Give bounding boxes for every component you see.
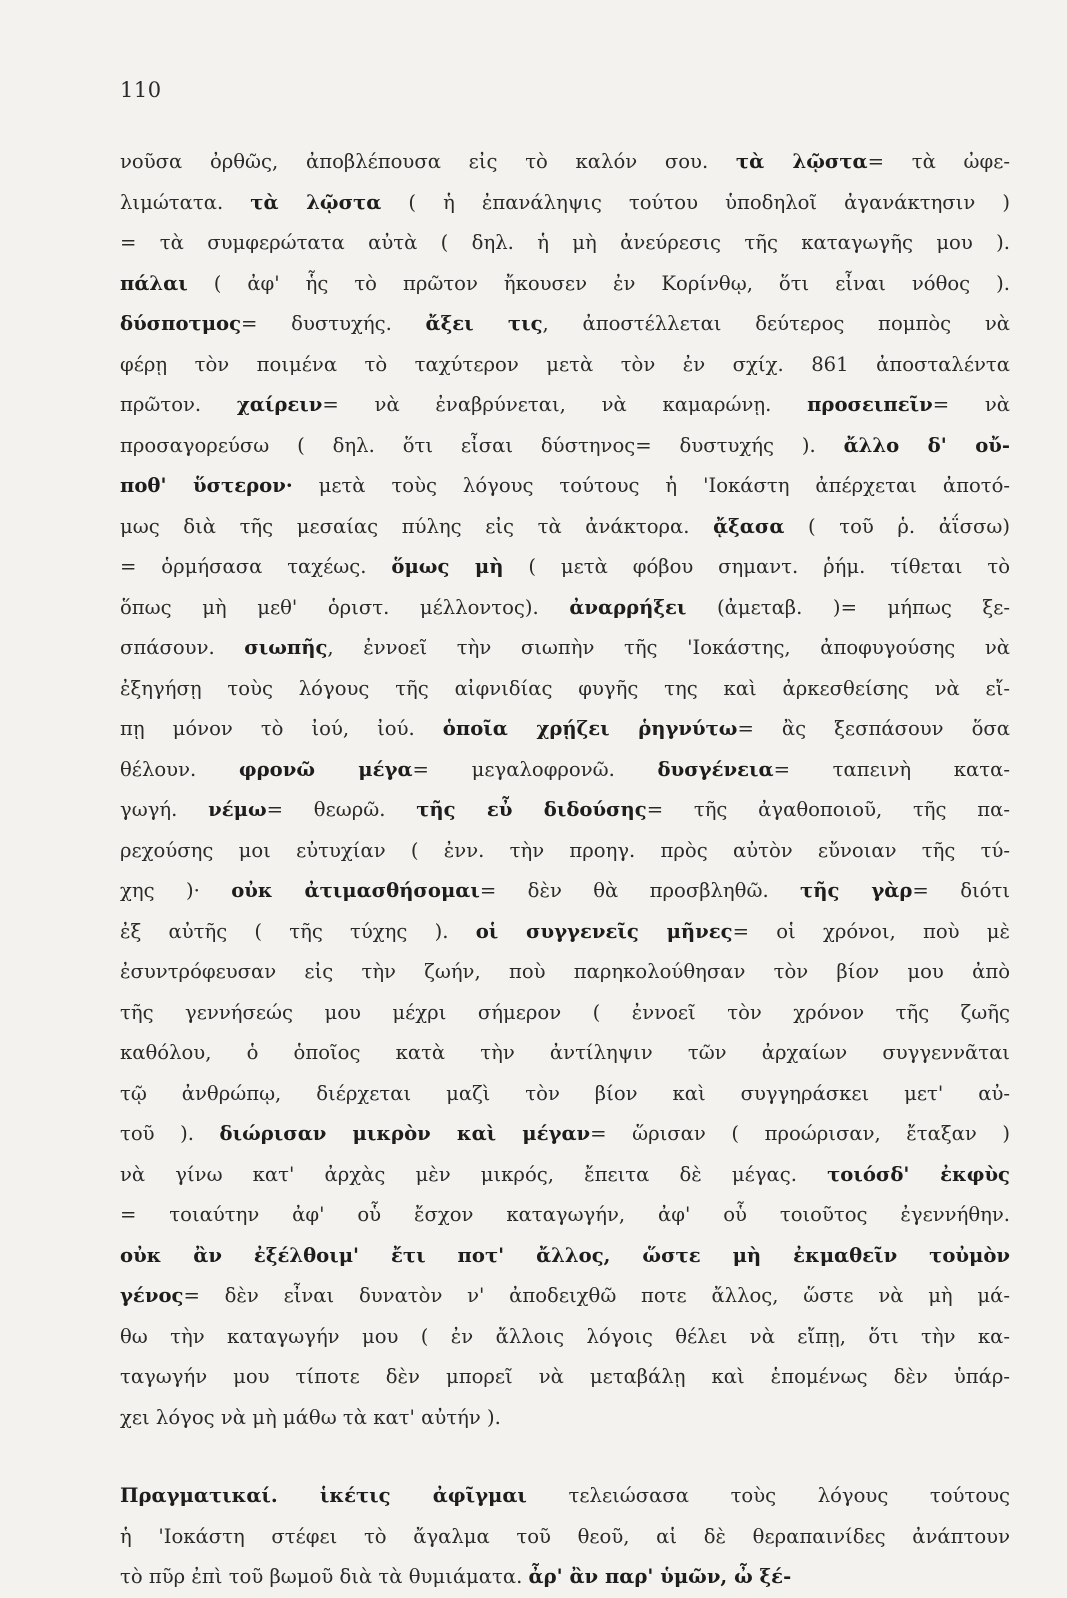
gloss-text: γωγή. (120, 798, 209, 821)
lemma: οὐκ ἀτιμασθήσομαι (231, 879, 480, 902)
lemma: γένος (120, 1284, 184, 1307)
lemma: Πραγματικαί. (120, 1484, 320, 1507)
gloss-text: χει λόγος νὰ μὴ μάθω τὰ κατ' αὐτήν ). (120, 1405, 501, 1429)
lemma: φρονῶ μέγα (238, 757, 413, 781)
gloss-text: μετὰ τοὺς λόγους τούτους ἡ 'Ιοκάστη ἀπέρχεται ἀποτό- (292, 474, 1011, 497)
text-line (120, 669, 1010, 710)
lemma: ἱκέτις ἀφῖγμαι (319, 1484, 527, 1507)
lemma: χαίρειν (236, 393, 323, 416)
lemma: τὰ λῷστα (735, 150, 868, 173)
gloss-text: ( μετὰ φόβου σημαντ. ῥήμ. τίθεται τὸ (503, 555, 1010, 578)
text-line (120, 1195, 1010, 1236)
text-line (120, 547, 1010, 588)
lemma: ἄλλο δ' οὔ- (843, 433, 1010, 457)
gloss-text: τελειώσασα τοὺς λόγους τούτους (526, 1484, 1010, 1507)
gloss-text: ὅπως μὴ μεθ' ὁριστ. μέλλοντος). (120, 595, 570, 619)
text-line (120, 1398, 1010, 1439)
lemma: οὐκ ἂν ἐξέλθοιμ' ἔτι ποτ' ἄλλος, ὥστε μὴ ἐκμαθεῖν τοὐμὸν (120, 1243, 1010, 1267)
lemma: προσειπεῖν (807, 393, 933, 416)
lemma: ὅμως μὴ (391, 555, 504, 578)
gloss-text: τῷ ἀνθρώπῳ, διέρχεται μαζὶ τὸν βίον καὶ συγγηράσκει μετ' αὐ- (120, 1081, 1010, 1105)
gloss-text: = δυστυχής. (241, 312, 426, 335)
text-line (120, 628, 1010, 669)
gloss-text: = τὰ συμφερώτατα αὐτὰ ( δηλ. ἡ μὴ ἀνεύρεσις τῆς καταγωγῆς μου ). (120, 231, 1010, 254)
text-line (120, 264, 1010, 305)
lemma: τοιόσδ' ἐκφὺς (827, 1162, 1010, 1186)
lemma: διώρισαν μικρὸν καὶ μέγαν (219, 1122, 591, 1145)
gloss-text: θω τὴν καταγωγήν μου ( ἐν ἄλλοις λόγοις θέλει νὰ εἴπῃ, ὅτι τὴν κα- (120, 1324, 1010, 1348)
text-line (120, 790, 1010, 831)
gloss-text: ἡ 'Ιοκάστη στέφει τὸ ἄγαλμα τοῦ θεοῦ, αἱ δὲ θεραπαινίδες ἀνάπτουν (120, 1524, 1010, 1548)
gloss-text: προσαγορεύσω ( δηλ. ὅτι εἶσαι δύστηνος= δυστυχής ). (120, 433, 844, 457)
text-line (120, 912, 1010, 953)
gloss-text: καθόλου, ὁ ὁποῖος κατὰ τὴν ἀντίληψιν τῶν ἀρχαίων συγγεννᾶται (120, 1041, 1010, 1064)
lemma: ὁποῖα χρῄζει ῥηγνύτω (442, 717, 738, 740)
lemma: τὰ λῷστα (250, 190, 382, 214)
gloss-text: = τοιαύτην ἀφ' οὗ ἔσχον καταγωγήν, ἀφ' οὗ τοιοῦτος ἐγεννήθην. (120, 1203, 1010, 1226)
gloss-text: λιμώτατα. (120, 190, 251, 214)
gloss-text: ἐξ αὐτῆς ( τῆς τύχης ). (120, 919, 476, 943)
lemma: δύσποτμος (120, 312, 242, 335)
gloss-text: = ὥρισαν ( προώρισαν, ἔταξαν ) (590, 1122, 1010, 1145)
gloss-text: ρεχούσης μοι εὐτυχίαν ( ἐνν. τὴν προηγ. πρὸς αὐτὸν εὔνοιαν τῆς τύ- (120, 838, 1010, 862)
text-line (120, 183, 1010, 224)
text-line (120, 1155, 1010, 1196)
gloss-text: νοῦσα ὀρθῶς, ἀποβλέπουσα εἰς τὸ καλόν σου. (120, 150, 736, 173)
lemma: τῆς γὰρ (800, 879, 913, 902)
gloss-text: μως διὰ τῆς μεσαίας πύλης εἰς τὰ ἀνάκτορα. (120, 514, 714, 538)
text-line (120, 1236, 1010, 1277)
gloss-text: ταγωγήν μου τίποτε δὲν μπορεῖ νὰ μεταβάλῃ καὶ ἑπομένως δὲν ὑπάρ- (120, 1365, 1010, 1388)
page-number: 110 (120, 78, 162, 102)
gloss-text: = διότι (912, 879, 1011, 902)
gloss-text: = θεωρῶ. (266, 798, 417, 821)
gloss-text: ἐσυντρόφευσαν εἰς τὴν ζωήν, ποὺ παρηκολούθησαν τὸν βίον μου ἀπὸ (120, 960, 1010, 983)
text-line (120, 1074, 1010, 1115)
gloss-text: = δὲν εἶναι δυνατὸν ν' ἀποδειχθῶ ποτε ἄλλος, ὥστε νὰ μὴ μά- (183, 1284, 1010, 1307)
gloss-text: σπάσουν. (120, 636, 245, 659)
text-line (120, 1276, 1010, 1317)
gloss-text: φέρῃ τὸν ποιμένα τὸ ταχύτερον μετὰ τὸν ἐν σχίχ. 861 ἀποσταλέντα (120, 352, 1010, 376)
text-line (120, 1557, 1010, 1598)
text-line (120, 1317, 1010, 1358)
text-line (120, 709, 1010, 750)
gloss-text: ( τοῦ ῥ. ἀΐσσω) (784, 514, 1011, 538)
text-line (120, 1033, 1010, 1074)
gloss-text: ( ἡ ἐπανάληψις τούτου ὑποδηλοῖ ἀγανάκτησιν ) (381, 190, 1010, 214)
gloss-text: , ἐννοεῖ τὴν σιωπὴν τῆς 'Ιοκάστης, ἀποφυγούσης νὰ (327, 636, 1011, 659)
gloss-text: = νὰ (932, 393, 1010, 416)
gloss-text: νὰ γίνω κατ' ἀρχὰς μὲν μικρός, ἔπειτα δὲ μέγας. (120, 1162, 828, 1186)
text-line (120, 304, 1010, 345)
page-body (120, 142, 1010, 1598)
gloss-text: , ἀποστέλλεται δεύτερος πομπὸς νὰ (542, 312, 1010, 335)
text-line (120, 1357, 1010, 1398)
gloss-text: = μεγαλοφρονῶ. (412, 757, 658, 781)
text-line (120, 871, 1010, 912)
text-line (120, 993, 1010, 1034)
text-line (120, 507, 1010, 548)
text-line (120, 1114, 1010, 1155)
paragraph-gap (120, 1438, 1010, 1476)
lemma: ἄξει τις (425, 312, 543, 335)
text-line (120, 588, 1010, 629)
gloss-text: = οἱ χρόνοι, ποὺ μὲ (732, 919, 1011, 943)
gloss-text: (ἀμεταβ. )= μήπως ξε- (686, 595, 1010, 619)
gloss-text: θέλουν. (120, 757, 239, 781)
lemma: τῆς εὖ διδούσης (416, 798, 647, 821)
gloss-text: = νὰ ἐναβρύνεται, νὰ καμαρώνῃ. (322, 393, 808, 416)
lemma: σιωπῆς (244, 636, 328, 659)
commentary-paragraph (120, 142, 1010, 1438)
gloss-text: = τὰ ὠφε- (867, 150, 1011, 173)
lemma: νέμω (208, 798, 267, 821)
gloss-text: ἐξηγήσῃ τοὺς λόγους τῆς αἰφνιδίας φυγῆς της καὶ ἀρκεσθείσης νὰ εἴ- (120, 676, 1010, 700)
lemma: ᾄξασα (713, 514, 785, 538)
text-line (120, 1476, 1010, 1517)
text-line (120, 750, 1010, 791)
text-line (120, 1517, 1010, 1558)
gloss-text: = ταπεινὴ κατα- (773, 757, 1010, 781)
gloss-text: = τῆς ἀγαθοποιοῦ, τῆς πα- (646, 798, 1011, 821)
gloss-text: τὸ πῦρ ἐπὶ τοῦ βωμοῦ διὰ τὰ θυμιάματα. (120, 1565, 529, 1588)
gloss-text: = ὁρμήσασα ταχέως. (120, 555, 392, 578)
lemma: πάλαι (120, 271, 188, 295)
text-line (120, 142, 1010, 183)
lemma: δυσγένεια (657, 757, 774, 781)
gloss-text: τοῦ ). (120, 1122, 220, 1145)
gloss-text: πρῶτον. (120, 393, 237, 416)
gloss-text: ( ἀφ' ἧς τὸ πρῶτον ἤκουσεν ἐν Κορίνθῳ, ὅτι εἶναι νόθος ). (187, 271, 1010, 295)
gloss-text: = δὲν θὰ προσβληθῶ. (479, 879, 801, 902)
text-line (120, 385, 1010, 426)
gloss-text: πῃ μόνον τὸ ἰού, ἰού. (120, 717, 443, 740)
text-line (120, 345, 1010, 386)
text-line (120, 426, 1010, 467)
text-line (120, 831, 1010, 872)
lemma: ἆρ' ἂν παρ' ὑμῶν, ὦ ξέ- (528, 1565, 792, 1588)
lemma: οἱ συγγενεῖς μῆνες (475, 919, 733, 943)
lemma: ἀναρρήξει (569, 595, 687, 619)
gloss-text: = ἂς ξεσπάσουν ὅσα (737, 717, 1010, 740)
text-line (120, 952, 1010, 993)
gloss-text: χης )· (120, 879, 232, 902)
text-line (120, 466, 1010, 507)
gloss-text: τῆς γεννήσεώς μου μέχρι σήμερον ( ἐννοεῖ τὸν χρόνον τῆς ζωῆς (120, 1000, 1010, 1024)
lemma: ποθ' ὕστερον· (120, 474, 293, 497)
text-line (120, 223, 1010, 264)
pragmatika-paragraph (120, 1476, 1010, 1598)
